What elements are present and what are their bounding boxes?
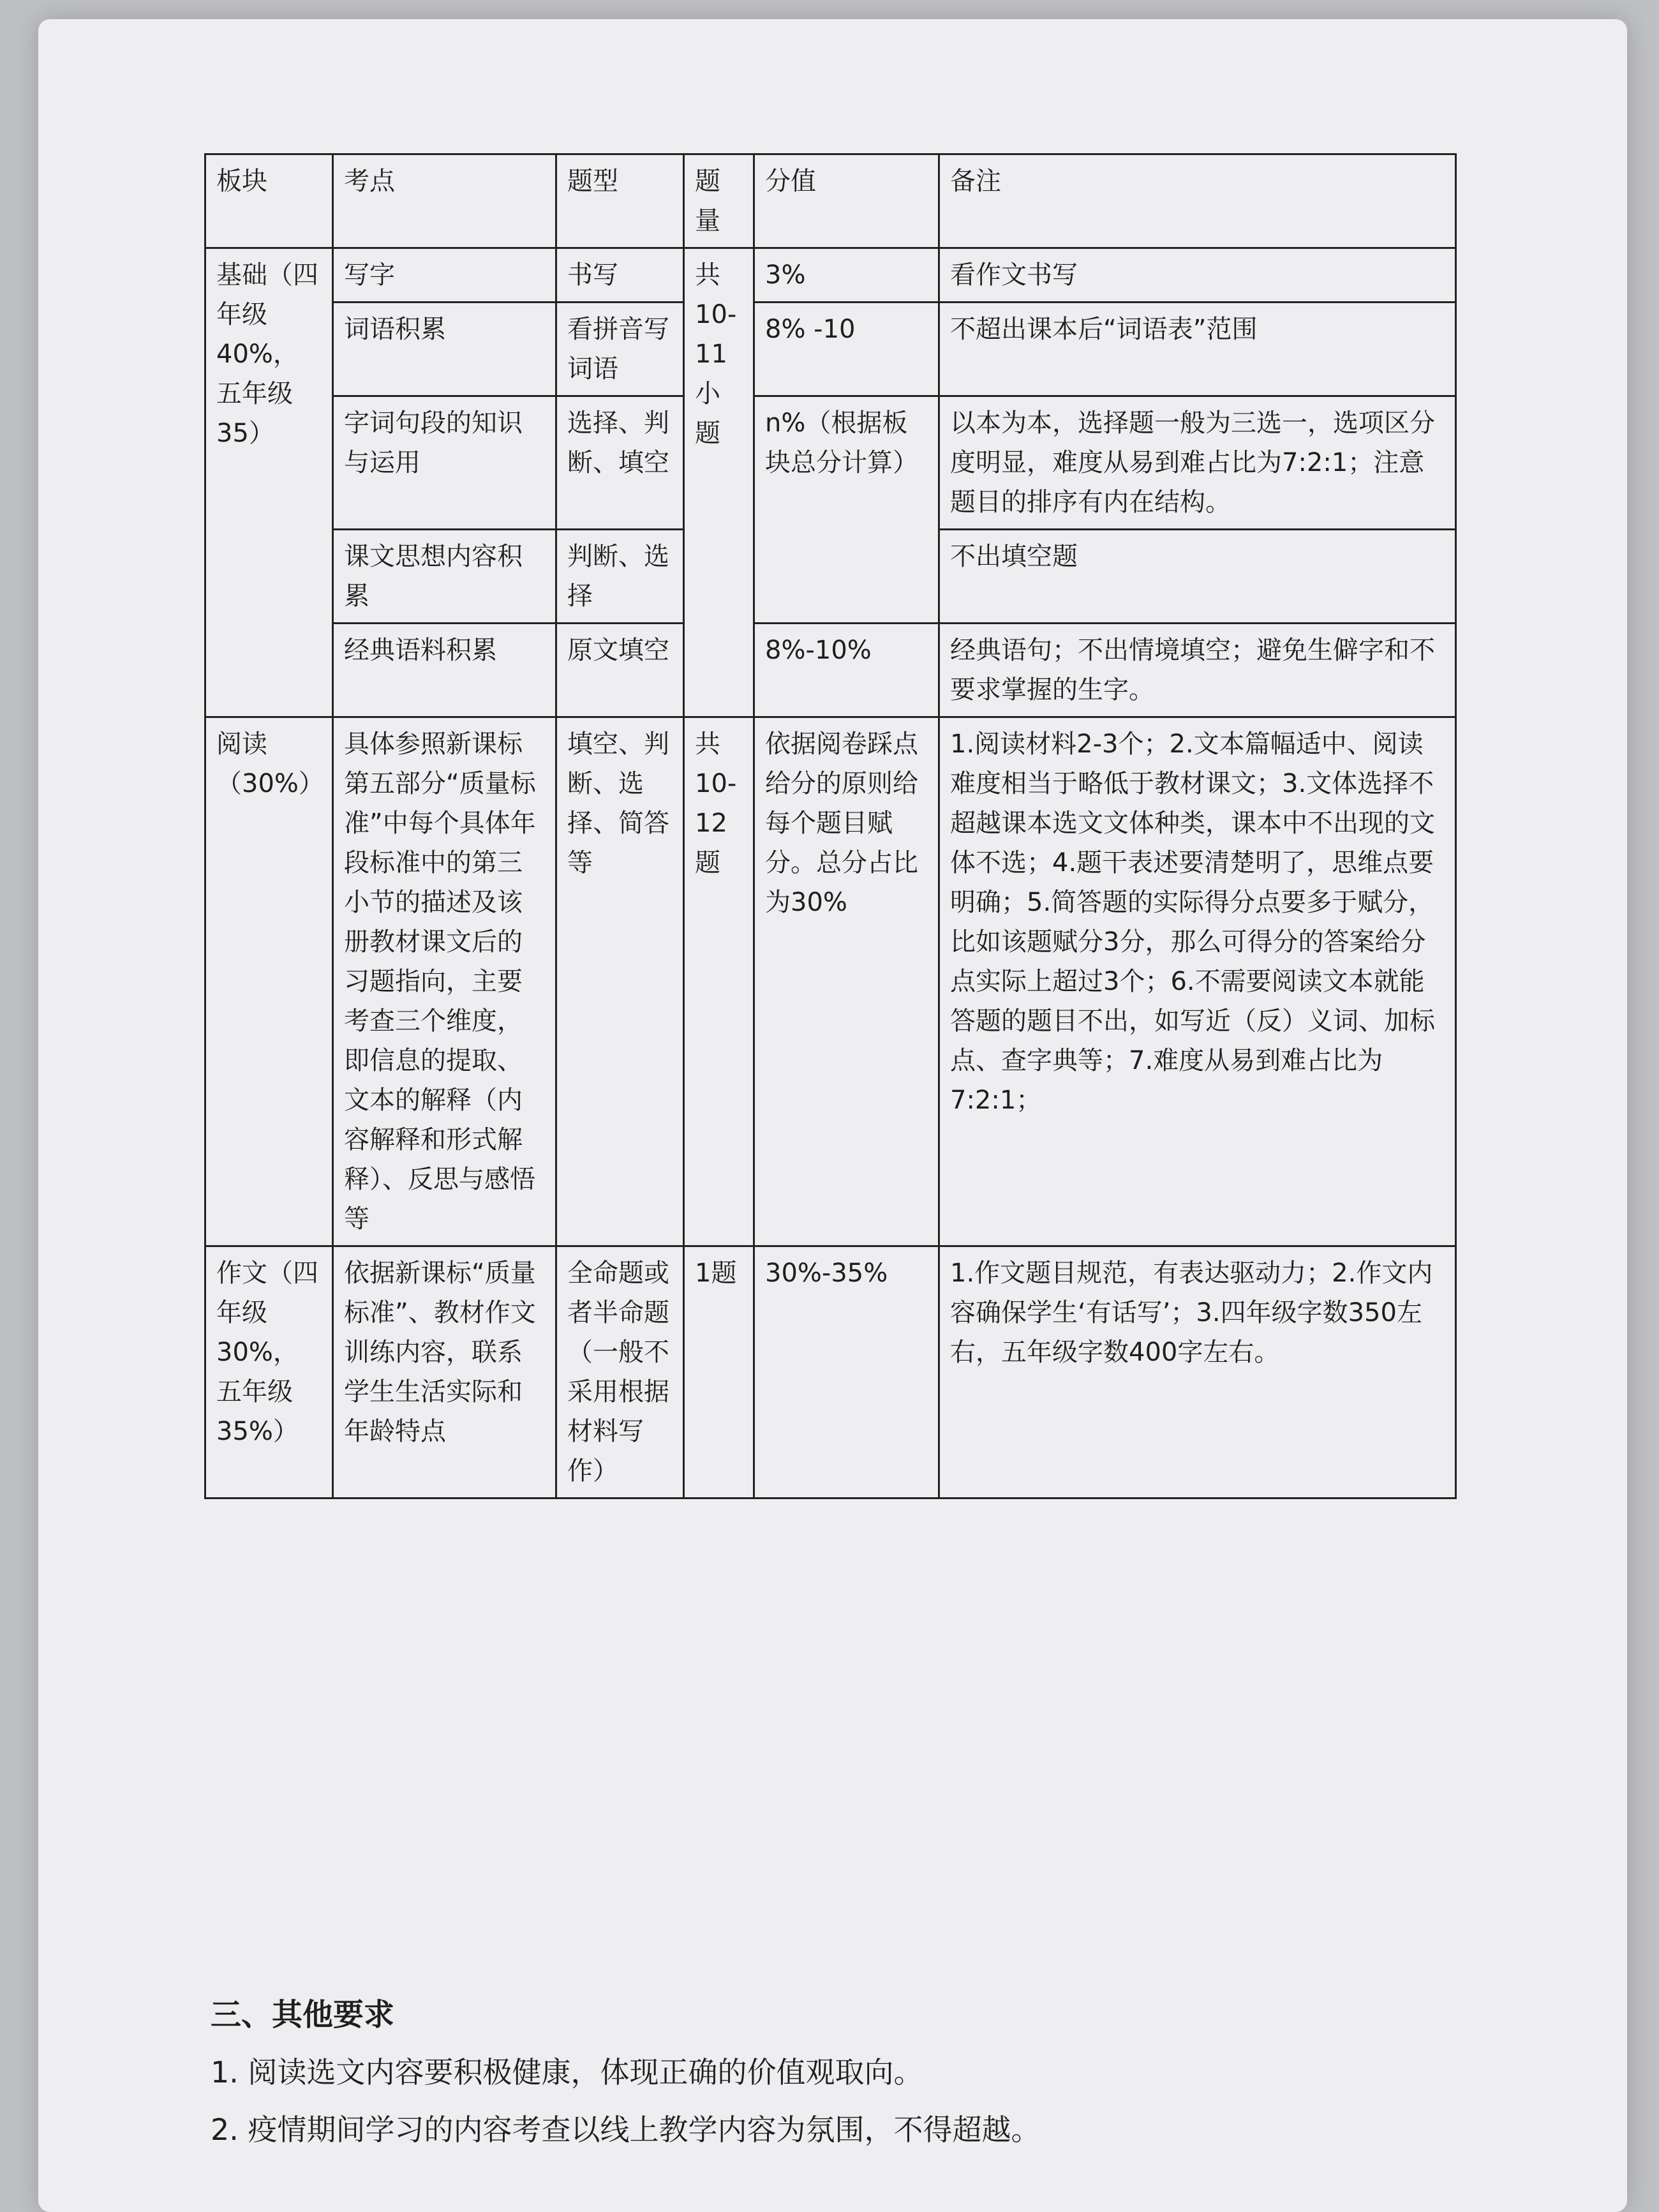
type-cell: 选择、判断、填空: [556, 396, 684, 530]
note-cell: 经典语句；不出情境填空；避免生僻字和不要求掌握的生字。: [939, 624, 1456, 717]
table-row: [205, 248, 1456, 303]
count-cell: 1题: [684, 1246, 754, 1498]
note-cell: 1.作文题目规范，有表达驱动力；2.作文内容确保学生‘有话写’；3.四年级字数350左右，五年级字数400字左右。: [939, 1246, 1456, 1498]
type-cell: 判断、选择: [556, 530, 684, 624]
type-cell: 看拼音写词语: [556, 303, 684, 396]
header-cell: 题型: [556, 154, 684, 248]
score-cell: 30%-35%: [754, 1246, 939, 1498]
note-cell: 看作文书写: [939, 248, 1456, 303]
point-cell: 字词句段的知识与运用: [333, 396, 556, 530]
section-reading: 阅读（30%）: [205, 717, 333, 1246]
section-writing: 作文（四年级30%，五年级35%）: [205, 1246, 333, 1498]
point-cell: 写字: [333, 248, 556, 303]
header-cell: 备注: [939, 154, 1456, 248]
point-cell: 课文思想内容积累: [333, 530, 556, 624]
table-row: [205, 303, 1456, 396]
other-requirements: [211, 1991, 1423, 2164]
count-cell: 共10-12题: [684, 717, 754, 1246]
table-row: [205, 1246, 1456, 1498]
point-cell: 词语积累: [333, 303, 556, 396]
table-row: [205, 396, 1456, 530]
header-cell: 考点: [333, 154, 556, 248]
header-cell: 题量: [684, 154, 754, 248]
score-cell: 8%-10%: [754, 624, 939, 717]
score-cell: 依据阅卷踩点给分的原则给每个题目赋分。总分占比为30%: [754, 717, 939, 1246]
type-cell: 填空、判断、选择、简答等: [556, 717, 684, 1246]
note-cell: 不出填空题: [939, 530, 1456, 624]
table-header-row: [205, 154, 1456, 248]
header-cell: 板块: [205, 154, 333, 248]
requirement-item: 1. 阅读选文内容要积极健康，体现正确的价值观取向。: [211, 2055, 923, 2090]
exam-spec-table: [204, 153, 1457, 1499]
note-cell: 以本为本，选择题一般为三选一，选项区分度明显，难度从易到难占比为7:2:1；注意题目的排序有内在结构。: [939, 396, 1456, 530]
score-cell: n%（根据板块总分计算）: [754, 396, 939, 624]
note-cell: 1.阅读材料2-3个；2.文本篇幅适中、阅读难度相当于略低于教材课文；3.文体选择不超越课本选文文体种类，课本中不出现的文体不选；4.题干表述要清楚明了，思维点要明确；5.简答题的实际得分点要多于赋分，比如该题赋分3分，那么可得分的答案给分点实际上超过3个；6.不需要阅读文本就能答题的题目不出，如写近（反）义词、加标点、查字典等；7.难度从易到难占比为7:2:1；: [939, 717, 1456, 1246]
type-cell: 全命题或者半命题（一般不采用根据材料写作）: [556, 1246, 684, 1498]
type-cell: 书写: [556, 248, 684, 303]
point-cell: 经典语料积累: [333, 624, 556, 717]
section-basic: 基础（四年级40%，五年级35）: [205, 248, 333, 717]
table-row: [205, 717, 1456, 1246]
point-cell: 具体参照新课标第五部分“质量标准”中每个具体年段标准中的第三小节的描述及该册教材课文后的习题指向，主要考查三个维度，即信息的提取、文本的解释（内容解释和形式解释）、反思与感悟等: [333, 717, 556, 1246]
point-cell: 依据新课标“质量标准”、教材作文训练内容，联系学生生活实际和年龄特点: [333, 1246, 556, 1498]
count-cell: 共10-11小题: [684, 248, 754, 717]
type-cell: 原文填空: [556, 624, 684, 717]
table-row: [205, 624, 1456, 717]
other-heading: 三、其他要求: [211, 1997, 395, 2033]
score-cell: 8% -10: [754, 303, 939, 396]
note-cell: 不超出课本后“词语表”范围: [939, 303, 1456, 396]
header-cell: 分值: [754, 154, 939, 248]
score-cell: 3%: [754, 248, 939, 303]
requirement-item: 2. 疫情期间学习的内容考查以线上教学内容为氛围，不得超越。: [211, 2112, 1041, 2147]
